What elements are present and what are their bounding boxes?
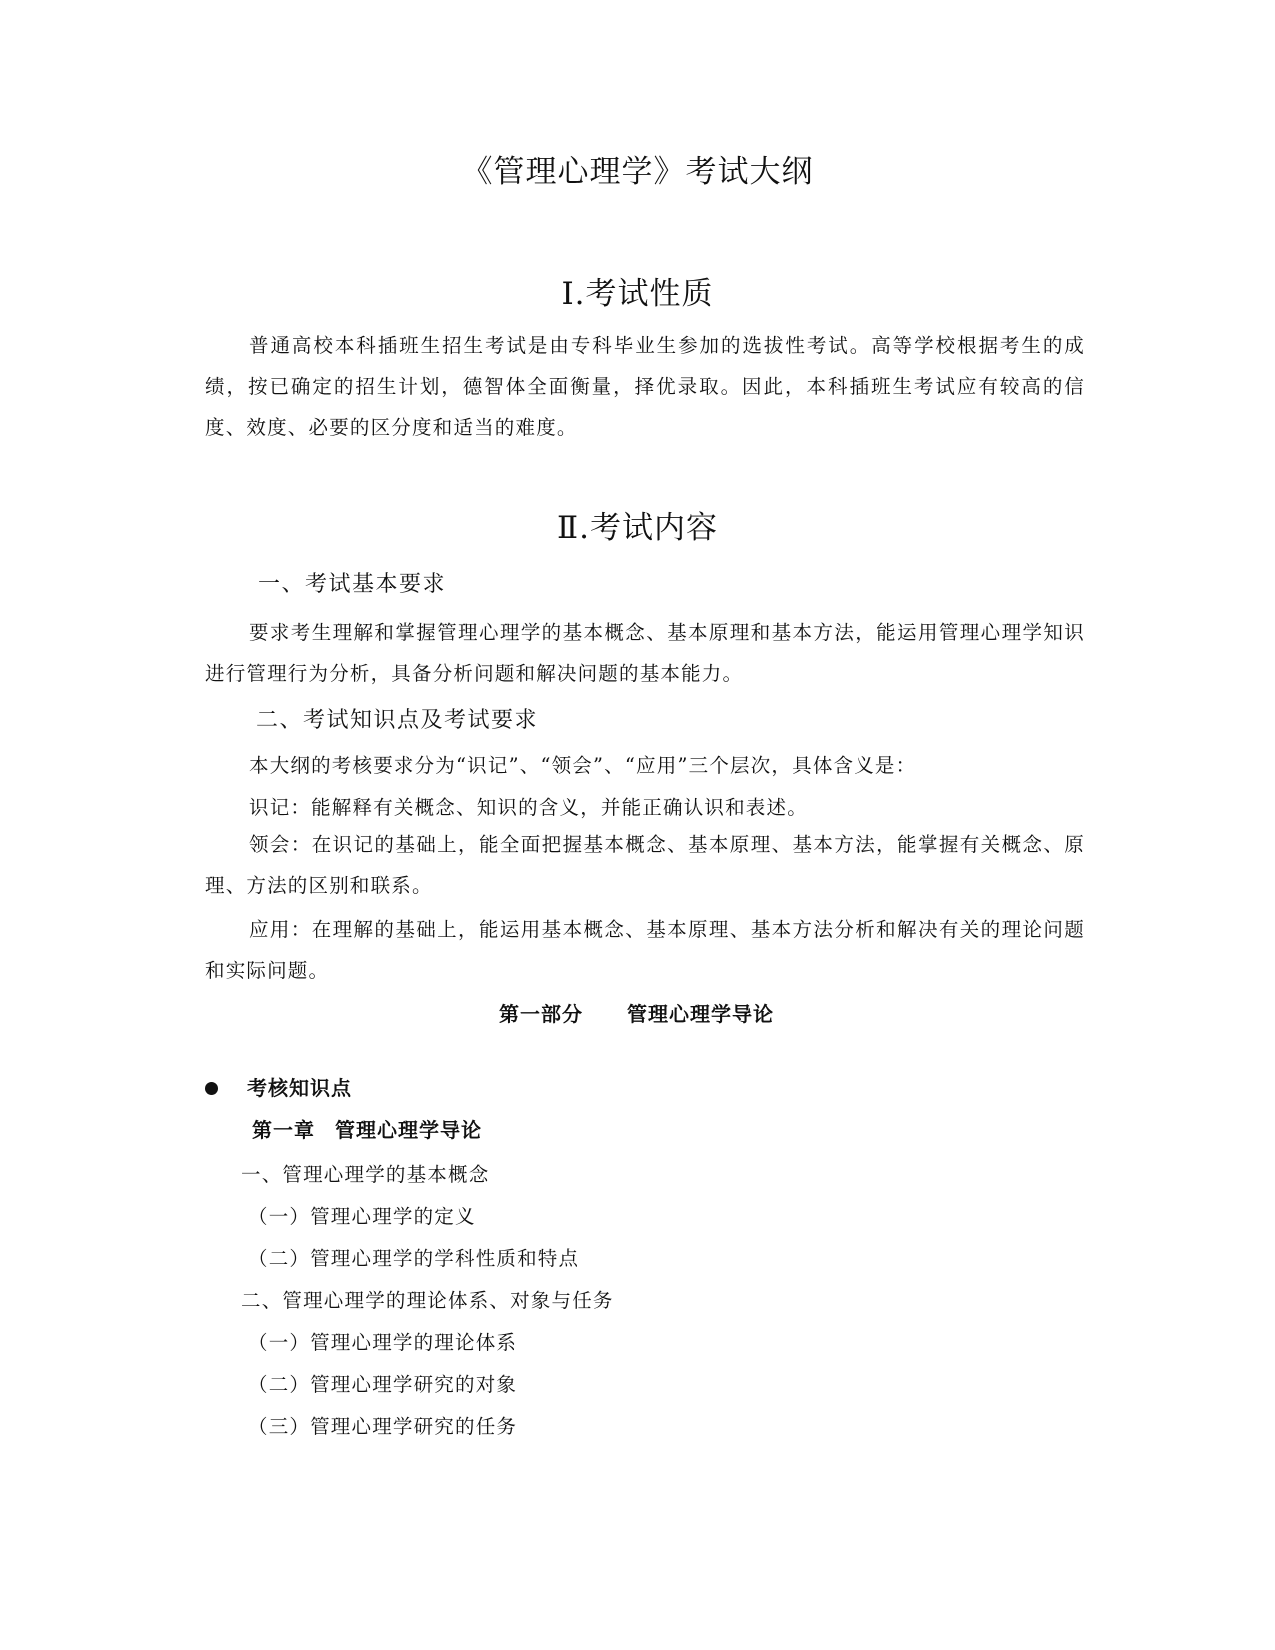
outline-item: 二、管理心理学的理论体系、对象与任务 — [241, 1289, 614, 1312]
outline-item: （三）管理心理学研究的任务 — [248, 1415, 518, 1438]
subheading-knowledge-points: 二、考试知识点及考试要求 — [256, 708, 539, 733]
paragraph-comprehend-definition: 领会：在识记的基础上，能全面把握基本概念、基本原理、基本方法，能掌握有关概念、原理、方法的区别和联系。 — [205, 833, 1085, 897]
bullet-icon — [205, 1082, 218, 1095]
part-name: 管理心理学导论 — [627, 1002, 774, 1026]
chapter-outline — [241, 1154, 614, 1448]
knowledge-points-label: 考核知识点 — [247, 1076, 352, 1100]
outline-item: （一）管理心理学的理论体系 — [248, 1331, 518, 1354]
chapter-title — [252, 1114, 482, 1143]
part-label: 第一部分 — [499, 1002, 583, 1026]
paragraph-exam-nature: 普通高校本科插班生招生考试是由专科毕业生参加的选拔性考试。高等学校根据考生的成绩，按已确定的招生计划，德智体全面衡量，择优录取。因此，本科插班生考试应有较高的信度、效度、必要的区分度和适当的难度。 — [205, 334, 1085, 439]
outline-item: （二）管理心理学的学科性质和特点 — [248, 1247, 580, 1270]
paragraph-levels-intro: 本大纲的考核要求分为“识记”、“领会”、“应用”三个层次，具体含义是： — [249, 754, 917, 777]
section-heading-exam-nature: Ⅰ.考试性质 — [561, 276, 714, 312]
document-title: 《管理心理学》考试大纲 — [461, 154, 814, 190]
chapter-name: 管理心理学导论 — [335, 1118, 482, 1142]
part-title — [499, 998, 774, 1027]
subheading-basic-requirements: 一、考试基本要求 — [258, 572, 447, 597]
paragraph-recall-definition: 识记：能解释有关概念、知识的含义，并能正确认识和表述。 — [249, 796, 808, 819]
section-heading-exam-content: Ⅱ.考试内容 — [557, 510, 718, 546]
paragraph-basic-requirements: 要求考生理解和掌握管理心理学的基本概念、基本原理和基本方法，能运用管理心理学知识进行管理行为分析，具备分析问题和解决问题的基本能力。 — [205, 621, 1085, 685]
paragraph-apply-definition: 应用：在理解的基础上，能运用基本概念、基本原理、基本方法分析和解决有关的理论问题和实际问题。 — [205, 918, 1085, 982]
outline-item: （一）管理心理学的定义 — [248, 1205, 476, 1228]
outline-item: 一、管理心理学的基本概念 — [241, 1163, 490, 1186]
chapter-label: 第一章 — [252, 1118, 315, 1142]
outline-item: （二）管理心理学研究的对象 — [248, 1373, 518, 1396]
